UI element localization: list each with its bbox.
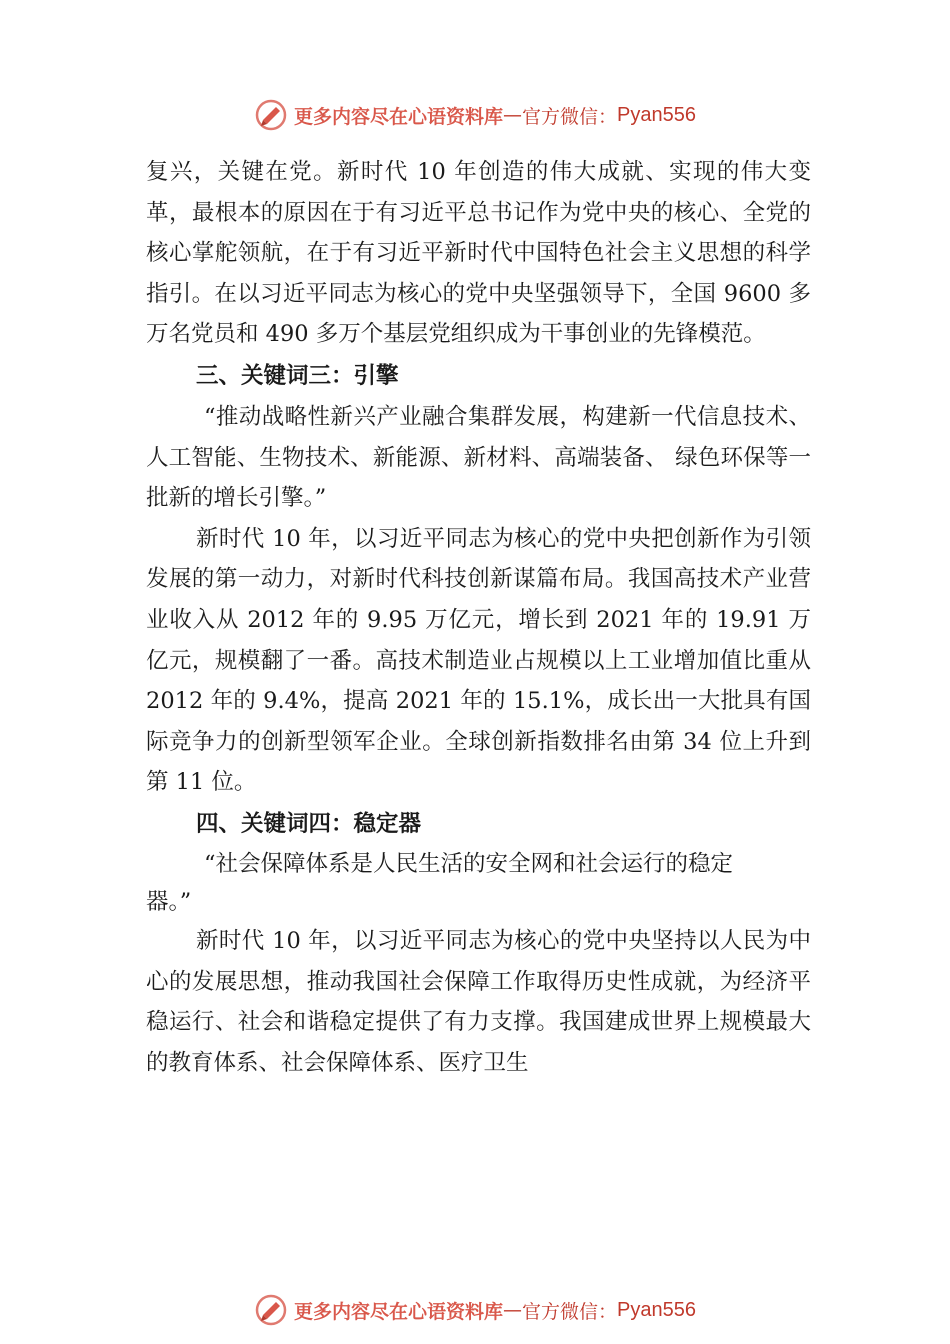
paragraph-1: 复兴，关键在党。新时代 10 年创造的伟大成就、实现的伟大变革，最根本的原因在于有习近平总书记作为党中央的核心、全党的核心掌舵领航，在于有习近平新时代中国特色社会主义思想的科学指引。在以习近平同志为核心的党中央坚强领导下，全国 9600 多万名党员和 490 多万个基层党组织成为干事创业的先锋模范。 bbox=[146, 159, 811, 348]
footer-wechat-label: 官方微信： bbox=[522, 1300, 618, 1323]
header-banner bbox=[0, 95, 950, 135]
section-heading-4: 四、关键词四：稳定器 bbox=[196, 810, 422, 837]
footer-wechat-id: Pyan556 bbox=[617, 1298, 696, 1321]
footer-separator: — bbox=[503, 1299, 523, 1321]
paragraph-3: 新时代 10 年，以习近平同志为核心的党中央把创新作为引领发展的第一动力，对新时代科技创新谋篇布局。我国高技术产业营业收入从 2012 年的 9.95 万亿元，增长到 2021 年的 19.91 万亿元，规模翻了一番。高技术制造业占规模以上工业增加值比重从 2012 年的 9.4%，提高 2021 年的 15.1%，成长出一大批具有国际竞争力的创新型领军企业。全球创新指数排名由第 34 位上升到第 11 位。 bbox=[146, 525, 811, 796]
footer-brand-text: 更多内容尽在心语资料库 bbox=[294, 1300, 504, 1323]
section-heading-3: 三、关键词三：引擎 bbox=[196, 362, 399, 389]
quote-3: “推动战略性新兴产业融合集群发展，构建新一代信息技术、人工智能、生物技术、新能源、新材料、高端装备、 绿色环保等一批新的增长引擎。” bbox=[146, 403, 811, 512]
footer-banner bbox=[0, 1290, 950, 1330]
brand-logo-icon bbox=[254, 98, 288, 132]
quote-4: “社会保障体系是人民生活的安全网和社会运行的稳定器。” bbox=[146, 850, 734, 915]
document-body bbox=[146, 152, 811, 1083]
header-wechat-label: 官方微信： bbox=[522, 105, 618, 128]
header-wechat-id: Pyan556 bbox=[617, 103, 696, 126]
header-brand-text: 更多内容尽在心语资料库 bbox=[294, 105, 504, 128]
brand-logo-icon bbox=[254, 1293, 288, 1327]
header-separator: — bbox=[503, 104, 523, 126]
paragraph-4: 新时代 10 年，以习近平同志为核心的党中央坚持以人民为中心的发展思想，推动我国社会保障工作取得历史性成就，为经济平稳运行、社会和谐稳定提供了有力支撑。我国建成世界上规模最大的教育体系、社会保障体系、医疗卫生 bbox=[146, 927, 811, 1076]
